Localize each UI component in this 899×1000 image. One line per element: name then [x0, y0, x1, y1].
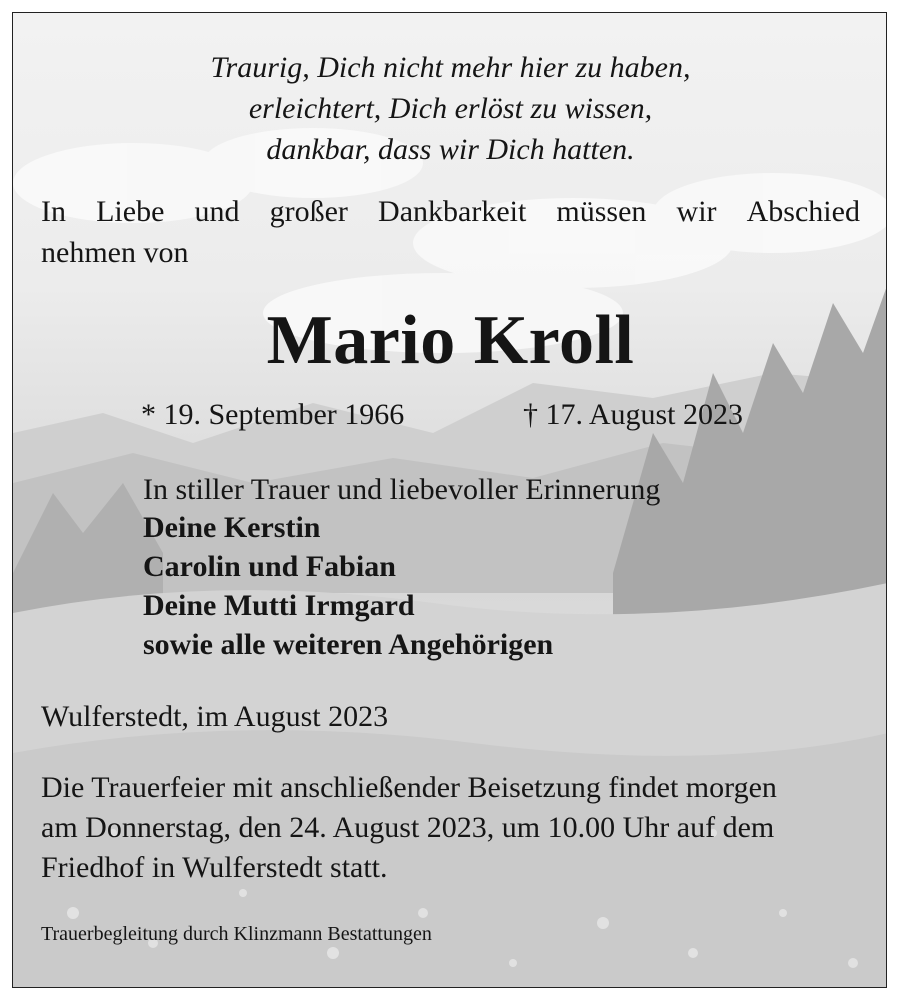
intro-line-1: [41, 195, 860, 229]
place-date: Wulferstedt, im August 2023: [41, 700, 389, 733]
death-date: † 17. August 2023: [523, 398, 744, 431]
intro-word: Dankbarkeit: [378, 195, 527, 228]
intro-word: In: [41, 195, 66, 228]
mourner-name: Deine Kerstin: [143, 511, 321, 544]
birth-date: * 19. September 1966: [141, 398, 405, 431]
intro-word: wir: [676, 195, 717, 228]
deceased-name: Mario Kroll: [266, 302, 635, 379]
intro-word: Abschied: [746, 195, 860, 228]
intro-word: Liebe: [96, 195, 165, 228]
verse-line-3: dankbar, dass wir Dich hatten.: [266, 133, 635, 166]
mourners-intro: In stiller Trauer und liebevoller Erinnerung: [143, 473, 661, 506]
verse-line-1: Traurig, Dich nicht mehr hier zu haben,: [210, 51, 691, 84]
funeral-line-3: Friedhof in Wulferstedt statt.: [41, 851, 388, 884]
undertaker-credit: Trauerbegleitung durch Klinzmann Bestattungen: [41, 923, 432, 945]
mourner-name: sowie alle weiteren Angehörigen: [143, 628, 554, 661]
mourner-name: Carolin und Fabian: [143, 550, 396, 583]
intro-line-2: nehmen von: [41, 236, 189, 269]
intro-word: müssen: [556, 195, 647, 228]
funeral-line-2: am Donnerstag, den 24. August 2023, um 10.00 Uhr auf dem: [41, 811, 775, 844]
funeral-line-1: Die Trauerfeier mit anschließender Beisetzung findet morgen: [41, 771, 777, 804]
obituary-notice: [12, 12, 887, 988]
intro-word: großer: [269, 195, 348, 228]
mourner-name: Deine Mutti Irmgard: [143, 589, 415, 622]
intro-word: und: [194, 195, 240, 228]
verse-line-2: erleichtert, Dich erlöst zu wissen,: [248, 92, 653, 125]
